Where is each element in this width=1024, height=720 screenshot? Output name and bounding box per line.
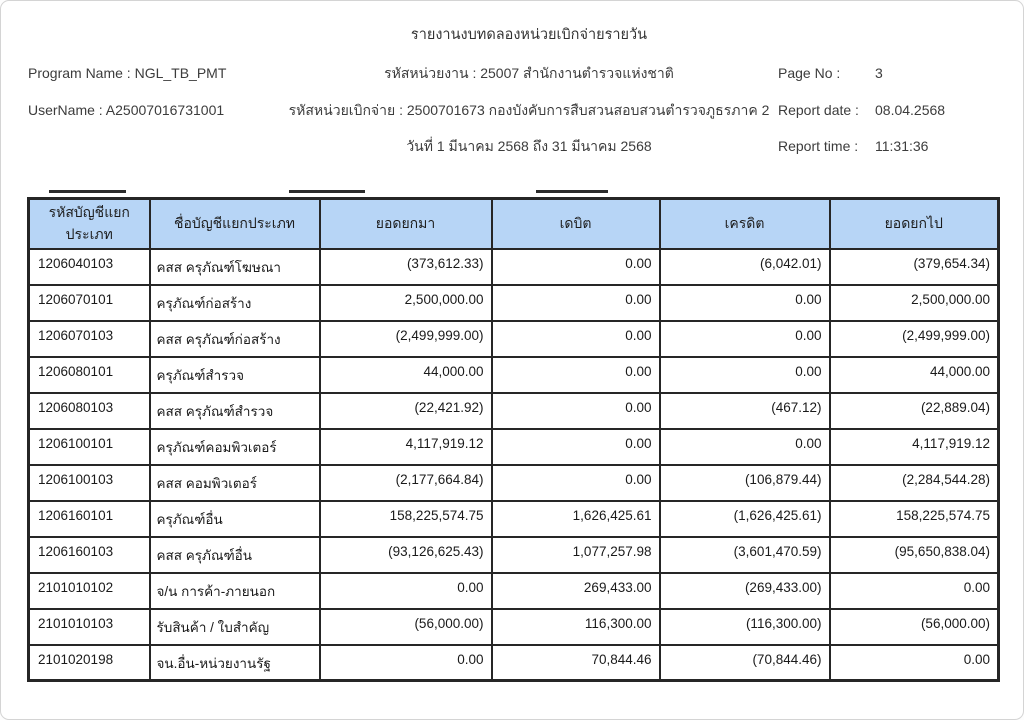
trial-balance-table-wrap bbox=[27, 197, 1000, 682]
account-name-cell: คสส ครุภัณฑ์อื่น bbox=[150, 537, 320, 573]
table-row bbox=[29, 249, 999, 285]
table-row bbox=[29, 609, 999, 645]
amount-cell: 0.00 bbox=[492, 429, 660, 465]
amount-cell: 2,500,000.00 bbox=[830, 285, 999, 321]
amount-cell: 158,225,574.75 bbox=[320, 501, 492, 537]
account-name-cell: ครุภัณฑ์คอมพิวเตอร์ bbox=[150, 429, 320, 465]
account-name-cell: ครุภัณฑ์สำรวจ bbox=[150, 357, 320, 393]
account-code-cell: 2101010103 bbox=[29, 609, 150, 645]
account-code-cell: 1206040103 bbox=[29, 249, 150, 285]
report-time-value: 11:31:36 bbox=[875, 138, 929, 154]
amount-cell: 158,225,574.75 bbox=[830, 501, 999, 537]
table-row bbox=[29, 465, 999, 501]
report-date-value: 08.04.2568 bbox=[875, 102, 946, 118]
account-name-cell: คสส ครุภัณฑ์ก่อสร้าง bbox=[150, 321, 320, 357]
amount-cell: 0.00 bbox=[492, 285, 660, 321]
amount-cell: 269,433.00 bbox=[492, 573, 660, 609]
report-time-label: Report time : bbox=[778, 138, 859, 154]
amount-cell: 0.00 bbox=[492, 249, 660, 285]
table-row bbox=[29, 285, 999, 321]
amount-cell: (2,499,999.00) bbox=[320, 321, 492, 357]
amount-cell: 0.00 bbox=[320, 573, 492, 609]
column-header-0: รหัสบัญชีแยกประเภท bbox=[29, 199, 150, 249]
scan-artifact-bar bbox=[536, 190, 608, 193]
report-header bbox=[1, 1, 1023, 155]
scan-artifact-bar bbox=[49, 190, 126, 193]
table-row bbox=[29, 321, 999, 357]
column-header-5: ยอดยกไป bbox=[830, 199, 999, 249]
page-no-label: Page No : bbox=[778, 65, 841, 81]
amount-cell: (70,844.46) bbox=[660, 645, 830, 681]
account-code-cell: 1206080103 bbox=[29, 393, 150, 429]
username: UserName : A25007016731001 bbox=[28, 102, 225, 118]
amount-cell: 4,117,919.12 bbox=[830, 429, 999, 465]
amount-cell: 0.00 bbox=[320, 645, 492, 681]
amount-cell: (269,433.00) bbox=[660, 573, 830, 609]
table-row bbox=[29, 429, 999, 465]
table-row bbox=[29, 357, 999, 393]
amount-cell: 0.00 bbox=[492, 393, 660, 429]
account-code-cell: 1206080101 bbox=[29, 357, 150, 393]
column-header-3: เดบิต bbox=[492, 199, 660, 249]
amount-cell: 0.00 bbox=[660, 285, 830, 321]
account-code-cell: 1206070101 bbox=[29, 285, 150, 321]
amount-cell: 0.00 bbox=[492, 465, 660, 501]
date-range: วันที่ 1 มีนาคม 2568 ถึง 31 มีนาคม 2568 bbox=[406, 138, 652, 154]
amount-cell: 2,500,000.00 bbox=[320, 285, 492, 321]
table-row bbox=[29, 537, 999, 573]
account-code-cell: 1206070103 bbox=[29, 321, 150, 357]
amount-cell: 1,626,425.61 bbox=[492, 501, 660, 537]
header-row-1 bbox=[1, 64, 1023, 82]
report-date-label: Report date : bbox=[778, 102, 859, 118]
amount-cell: (2,177,664.84) bbox=[320, 465, 492, 501]
account-name-cell: จน.อื่น-หน่วยงานรัฐ bbox=[150, 645, 320, 681]
table-row bbox=[29, 645, 999, 681]
amount-cell: 0.00 bbox=[492, 321, 660, 357]
amount-cell: (2,284,544.28) bbox=[830, 465, 999, 501]
agency-code: รหัสหน่วยงาน : 25007 สำนักงานตำรวจแห่งชาติ bbox=[384, 65, 674, 81]
header-row-3 bbox=[1, 137, 1023, 155]
title-row bbox=[1, 26, 1023, 44]
column-header-4: เครดิต bbox=[660, 199, 830, 249]
account-name-cell: คสส ครุภัณฑ์สำรวจ bbox=[150, 393, 320, 429]
amount-cell: 1,077,257.98 bbox=[492, 537, 660, 573]
account-name-cell: คสส คอมพิวเตอร์ bbox=[150, 465, 320, 501]
account-code-cell: 1206100103 bbox=[29, 465, 150, 501]
amount-cell: 44,000.00 bbox=[320, 357, 492, 393]
report-title: รายงานงบทดลองหน่วยเบิกจ่ายรายวัน bbox=[410, 27, 648, 43]
amount-cell: 44,000.00 bbox=[830, 357, 999, 393]
amount-cell: (22,421.92) bbox=[320, 393, 492, 429]
column-header-1: ชื่อบัญชีแยกประเภท bbox=[150, 199, 320, 249]
program-name: Program Name : NGL_TB_PMT bbox=[28, 65, 227, 81]
amount-cell: (3,601,470.59) bbox=[660, 537, 830, 573]
amount-cell: (56,000.00) bbox=[320, 609, 492, 645]
amount-cell: 4,117,919.12 bbox=[320, 429, 492, 465]
amount-cell: (2,499,999.00) bbox=[830, 321, 999, 357]
amount-cell: (106,879.44) bbox=[660, 465, 830, 501]
amount-cell: (56,000.00) bbox=[830, 609, 999, 645]
amount-cell: 0.00 bbox=[830, 573, 999, 609]
trial-balance-table bbox=[27, 197, 1000, 682]
amount-cell: (379,654.34) bbox=[830, 249, 999, 285]
amount-cell: 0.00 bbox=[830, 645, 999, 681]
account-code-cell: 1206100101 bbox=[29, 429, 150, 465]
disburse-unit: รหัสหน่วยเบิกจ่าย : 2500701673 กองบังคับการสืบสวนสอบสวนตำรวจภูธรภาค 2 bbox=[288, 102, 770, 118]
amount-cell: 0.00 bbox=[660, 321, 830, 357]
amount-cell: (467.12) bbox=[660, 393, 830, 429]
account-code-cell: 2101010102 bbox=[29, 573, 150, 609]
amount-cell: (116,300.00) bbox=[660, 609, 830, 645]
amount-cell: 0.00 bbox=[660, 357, 830, 393]
amount-cell: 0.00 bbox=[492, 357, 660, 393]
amount-cell: (6,042.01) bbox=[660, 249, 830, 285]
account-name-cell: ครุภัณฑ์ก่อสร้าง bbox=[150, 285, 320, 321]
account-code-cell: 2101020198 bbox=[29, 645, 150, 681]
account-code-cell: 1206160103 bbox=[29, 537, 150, 573]
table-row bbox=[29, 393, 999, 429]
account-name-cell: รับสินค้า / ใบสำคัญ bbox=[150, 609, 320, 645]
amount-cell: (1,626,425.61) bbox=[660, 501, 830, 537]
amount-cell: (93,126,625.43) bbox=[320, 537, 492, 573]
amount-cell: (95,650,838.04) bbox=[830, 537, 999, 573]
table-header-row bbox=[29, 199, 999, 249]
amount-cell: (22,889.04) bbox=[830, 393, 999, 429]
amount-cell: 0.00 bbox=[660, 429, 830, 465]
table-row bbox=[29, 573, 999, 609]
amount-cell: 70,844.46 bbox=[492, 645, 660, 681]
account-name-cell: จ/น การค้า-ภายนอก bbox=[150, 573, 320, 609]
account-name-cell: คสส ครุภัณฑ์โฆษณา bbox=[150, 249, 320, 285]
page-no-value: 3 bbox=[875, 65, 883, 81]
table-row bbox=[29, 501, 999, 537]
account-name-cell: ครุภัณฑ์อื่น bbox=[150, 501, 320, 537]
header-row-2 bbox=[1, 101, 1023, 119]
column-header-2: ยอดยกมา bbox=[320, 199, 492, 249]
table-body bbox=[29, 249, 999, 681]
amount-cell: (373,612.33) bbox=[320, 249, 492, 285]
amount-cell: 116,300.00 bbox=[492, 609, 660, 645]
account-code-cell: 1206160101 bbox=[29, 501, 150, 537]
scan-artifact-bar bbox=[289, 190, 365, 193]
